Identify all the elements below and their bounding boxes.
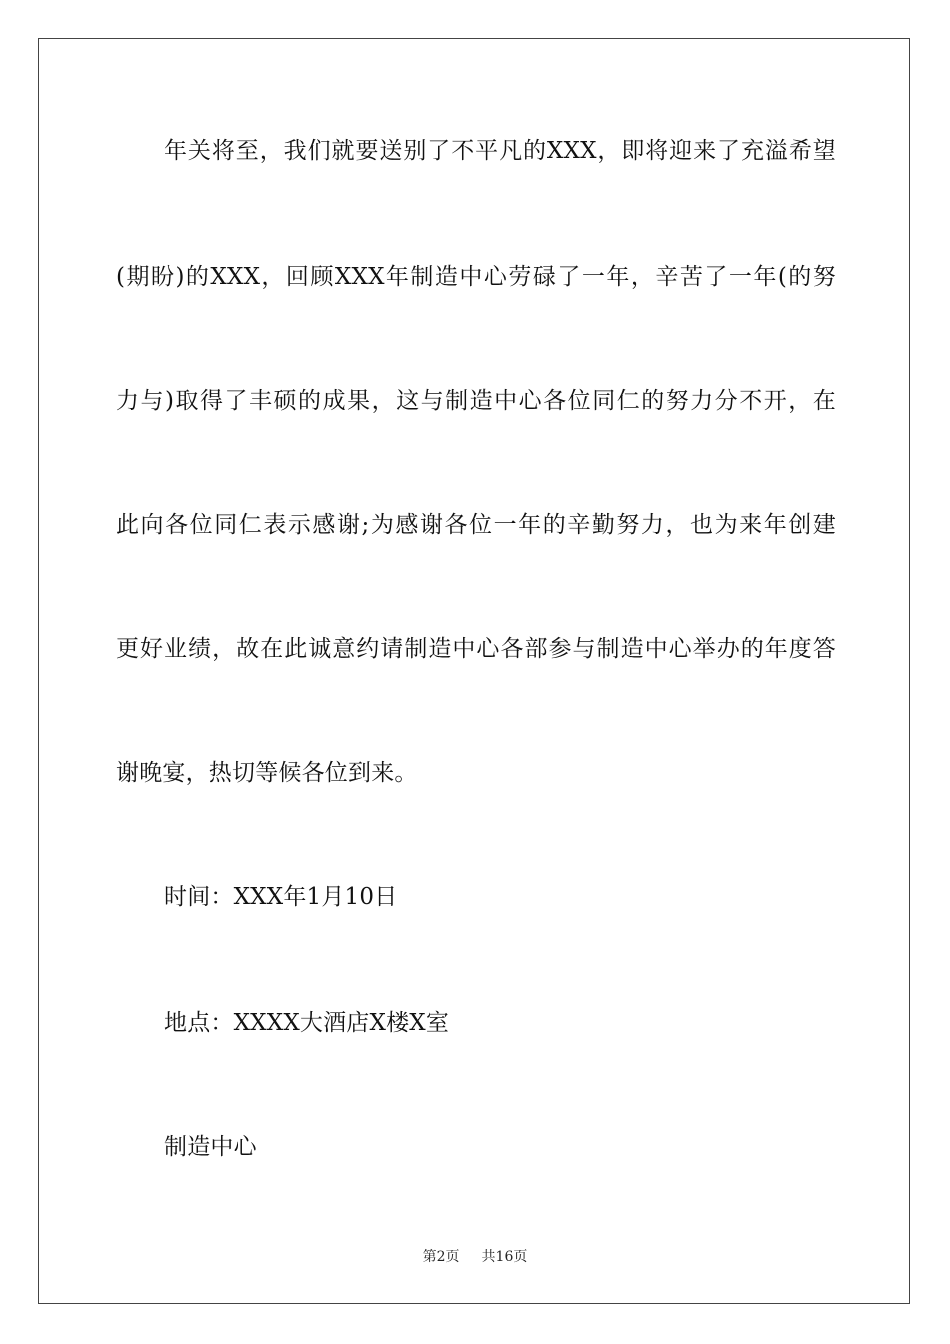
body-line-4: 此向各位同仁表示感谢;为感谢各位一年的辛勤努力，也为来年创建 xyxy=(116,512,836,538)
page-number-current: 第2页 xyxy=(422,1249,460,1265)
body-line-1: 年关将至，我们就要送别了不平凡的XXX，即将迎来了充溢希望 xyxy=(164,138,836,164)
body-line-3: 力与)取得了丰硕的成果，这与制造中心各位同仁的努力分不开，在 xyxy=(116,388,836,414)
signature: 制造中心 xyxy=(164,1134,257,1160)
body-line-5: 更好业绩，故在此诚意约请制造中心各部参与制造中心举办的年度答 xyxy=(116,636,836,662)
event-time: 时间：XXX年1月10日 xyxy=(164,884,398,910)
event-place: 地点：XXXX大酒店X楼X室 xyxy=(164,1010,450,1036)
page-footer xyxy=(0,1248,950,1266)
body-line-2: (期盼)的XXX，回顾XXX年制造中心劳碌了一年，辛苦了一年(的努 xyxy=(116,264,836,290)
body-line-6: 谢晚宴，热切等候各位到来。 xyxy=(116,760,418,786)
page-frame xyxy=(38,38,910,1304)
page-number-total: 共16页 xyxy=(481,1249,528,1265)
